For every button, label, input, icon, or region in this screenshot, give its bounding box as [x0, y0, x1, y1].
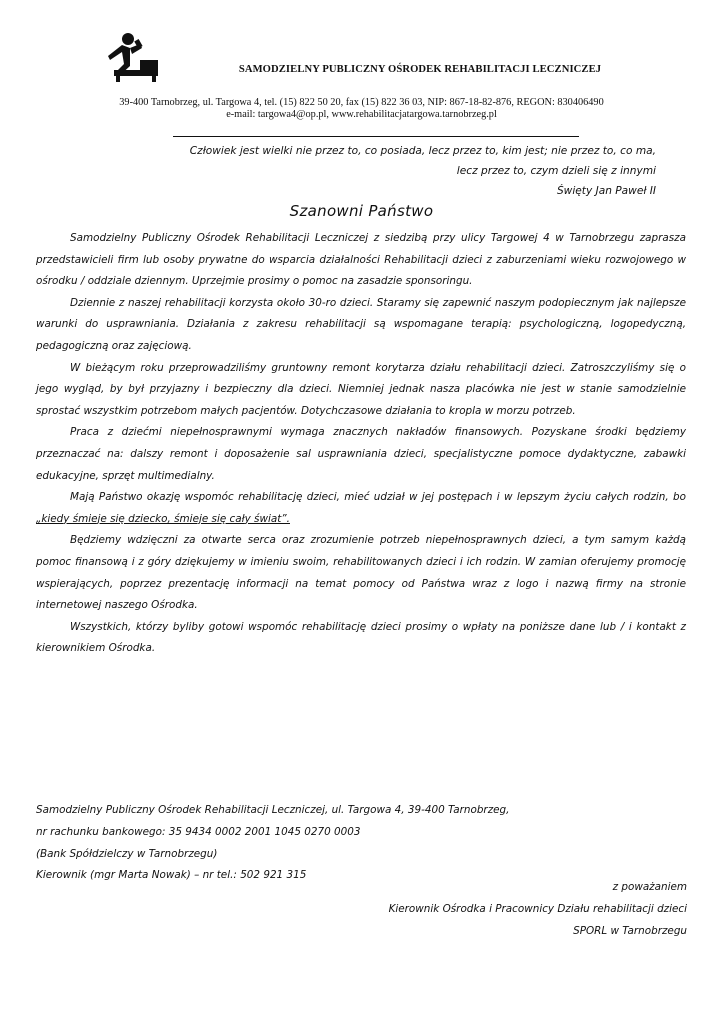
letter-body — [36, 228, 686, 660]
paragraph-4: Praca z dziećmi niepełnosprawnymi wymaga znacznych nakładów finansowych. Pozyskane środki będziemy przeznaczać na: dalszy remont i doposażenie sal usprawniania dzieci, specjalistyczne pomoce dydaktyczne, zabawki edukacyjne, sprzęt multimedialny. — [36, 426, 686, 482]
quote-line-1: Człowiek jest wielki nie przez to, co posiada, lecz przez to, kim jest; nie przez to, co ma, — [189, 145, 656, 157]
organization-name: SAMODZIELNY PUBLICZNY OŚRODEK REHABILITACJI LECZNICZEJ — [238, 64, 602, 75]
paragraph-1: Samodzielny Publiczny Ośrodek Rehabilitacji Leczniczej z siedzibą przy ulicy Targowej 4 w Tarnobrzegu zaprasza przedstawicieli firm lub osoby prywatne do wsparcia działalności Rehabilitacji dzieci z zaburzeniami wieku rozwojowego w ośrodku / oddziale dziennym. Uprzejmie prosimy o pomoc na zasadzie sponsoringu. — [36, 232, 686, 288]
contact-line: e-mail: targowa4@op.pl, www.rehabilitacjatargowa.tarnobrzeg.pl — [226, 109, 497, 120]
paragraph-6: Będziemy wdzięczni za otwarte serca oraz zrozumienie potrzeb niepełnosprawnych dzieci, a tym samym każdą pomoc finansową i z góry dziękujemy w imieniu swoim, rehabilitowanych dzieci i ich rodzin. W zamian oferujemy promocję wspierających, poprzez prezentację informacji na temat pomocy od Państwa wraz z logo i nazwą firmy na stronie internetowej naszego Ośrodka. — [36, 534, 686, 612]
quote-line-2: lecz przez to, czym dzieli się z innymi — [456, 165, 656, 177]
paragraph-7: Wszystkich, którzy byliby gotowi wspomóc rehabilitację dzieci prosimy o wpłaty na poniższe dane lub / i kontakt z kierownikiem Ośrodka. — [36, 620, 686, 655]
header-divider — [173, 136, 579, 137]
payment-contact-details — [36, 800, 686, 887]
bank-name: (Bank Spółdzielczy w Tarnobrzegu) — [36, 847, 218, 860]
paragraph-2: Dziennie z naszej rehabilitacji korzysta około 30-ro dzieci. Staramy się zapewnić naszym podopiecznym jak najlepsze warunki do usprawniania. Działania z zakresu rehabilitacji są wspomagane terapią: psychologiczną, logopedyczną, pedagogiczną oraz zajęciową. — [36, 296, 686, 352]
address-line: 39-400 Tarnobrzeg, ul. Targowa 4, tel. (15) 822 50 20, fax (15) 822 36 03, NIP: 867-18-82-876, REGON: 830406490 — [119, 97, 604, 108]
organization-address — [40, 97, 683, 121]
signature-block — [167, 876, 687, 942]
letter-salutation: Szanowni Państwo — [289, 202, 434, 220]
contact-address: Samodzielny Publiczny Ośrodek Rehabilitacji Leczniczej, ul. Targowa 4, 39-400 Tarnobrzeg, — [36, 804, 510, 816]
paragraph-3: W bieżącym roku przeprowadziliśmy gruntowny remont korytarza działu rehabilitacji dzieci. Zatroszczyliśmy się o jego wygląd, by był przyjazny i bezpieczny dla dzieci. Niemniej jednak nasza placówka nie jest w stanie samodzielnie sprostać wszystkim potrzebom małych pacjentów. Dotychczasowe działania to kropla w morzu potrzeb. — [36, 361, 686, 417]
quote-author: Święty Jan Paweł II — [556, 185, 656, 197]
signatory: Kierownik Ośrodka i Pracownicy Działu rehabilitacji dzieci — [388, 903, 687, 915]
motto-quote — [40, 141, 656, 201]
paragraph-5-text: Mają Państwo okazję wspomóc rehabilitację dzieci, mieć udział w jej postępach i w lepszym życiu całych rodzin, bo — [70, 491, 686, 504]
bank-account-number: nr rachunku bankowego: 35 9434 0002 2001 1045 0270 0003 — [36, 825, 361, 838]
manager-phone: Kierownik (mgr Marta Nowak) – nr tel.: 502 921 315 — [36, 869, 307, 882]
paragraph-5 — [36, 487, 686, 530]
closing-phrase: z poważaniem — [612, 881, 687, 893]
signatory-org: SPORL w Tarnobrzegu — [573, 925, 687, 937]
paragraph-5-quote: „kiedy śmieje się dziecko, śmieje się cały świat”. — [36, 512, 290, 525]
